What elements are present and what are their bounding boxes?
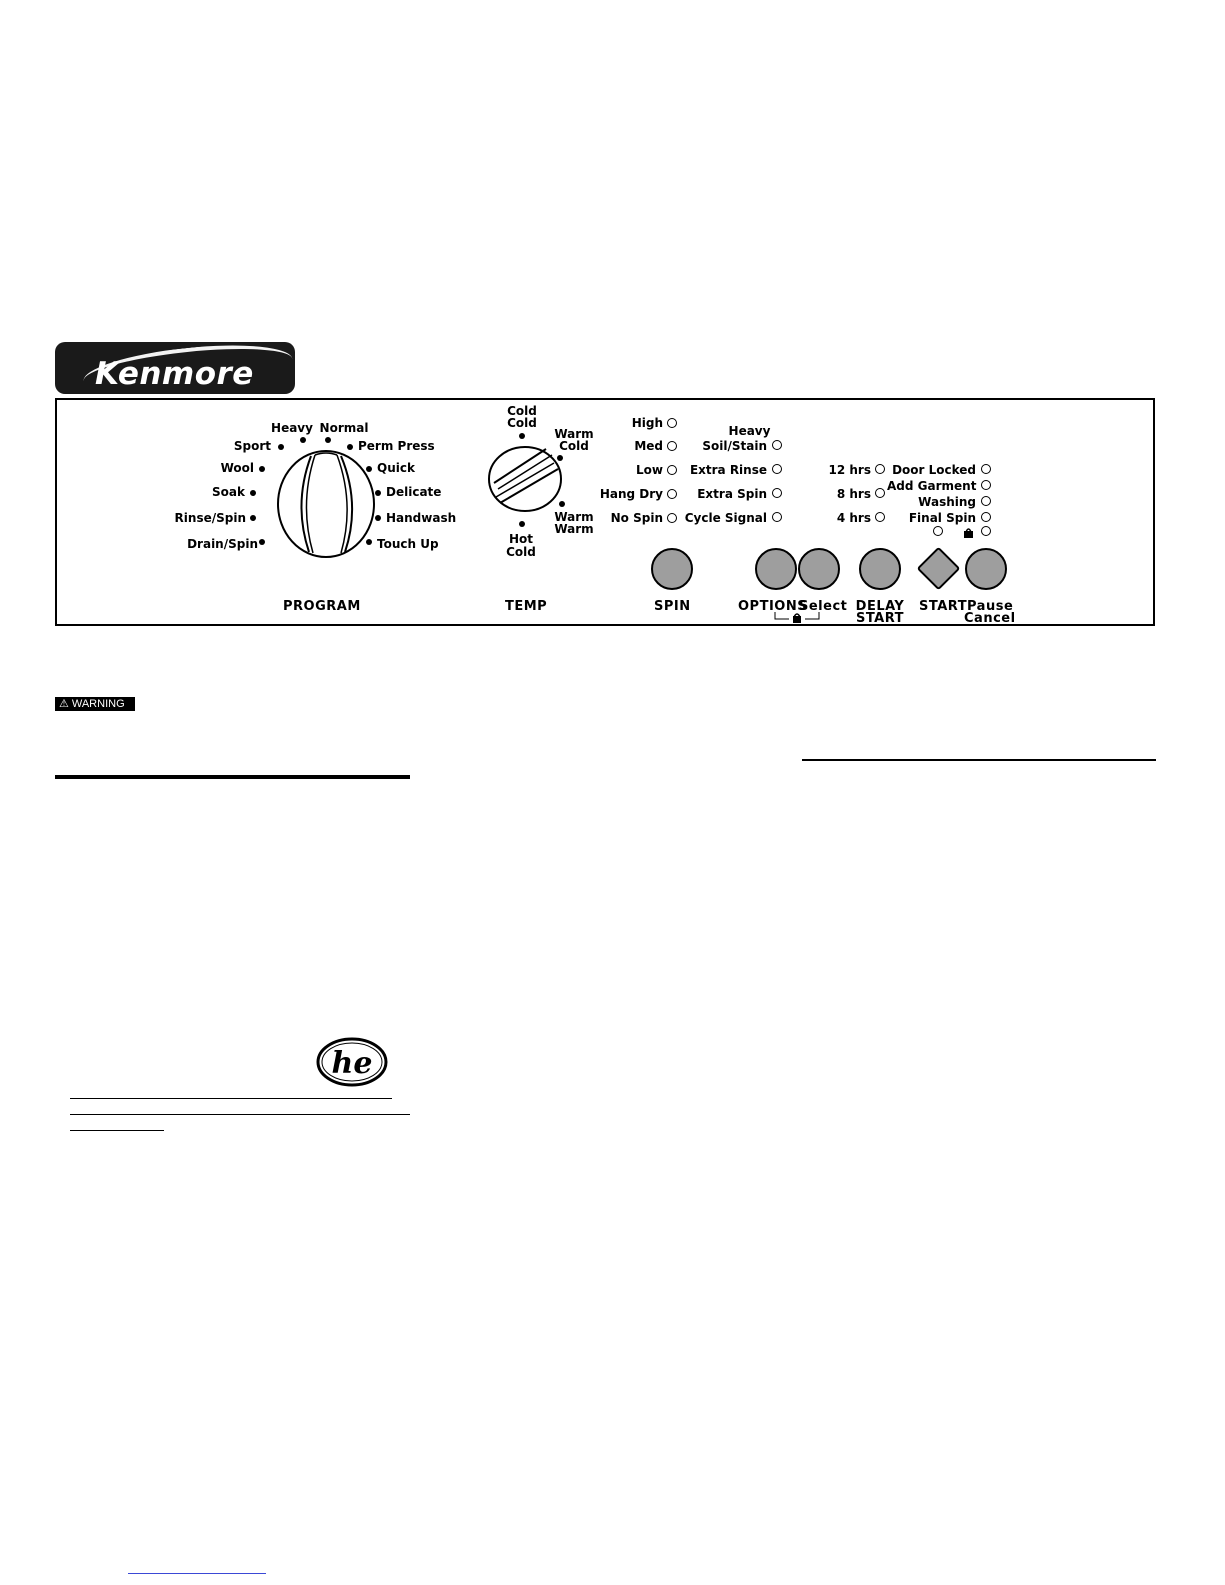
pause-title: Pause (967, 599, 1014, 614)
spin-hang-dry-led (667, 489, 677, 499)
temp-warm-cold-line2: Cold (559, 439, 589, 453)
delay-8hrs-led (875, 488, 885, 498)
program-rinse-spin-label: Rinse/Spin (174, 511, 246, 525)
program-drain-spin-label: Drain/Spin (187, 537, 258, 551)
pause-cancel-button[interactable] (965, 548, 1007, 590)
start-button[interactable] (917, 547, 961, 591)
option-cycle-signal-led (772, 512, 782, 522)
temp-warm-warm-line1: Warm (554, 510, 594, 524)
cancel-title: Cancel (964, 611, 1016, 626)
option-cycle-signal-label: Cycle Signal (684, 511, 767, 525)
status-final-spin-led (981, 512, 991, 522)
program-perm-press-label: Perm Press (358, 439, 435, 453)
program-soak-label: Soak (212, 485, 245, 499)
options-title: OPTIONS (738, 599, 808, 614)
status-door-locked-led (981, 464, 991, 474)
program-handwash-label: Handwash (386, 511, 457, 525)
options-button[interactable] (755, 548, 797, 590)
program-handwash-dot (375, 515, 381, 521)
option-soil-stain-label: Soil/Stain (702, 439, 767, 453)
status-door-locked-label: Door Locked (892, 463, 976, 477)
option-extra-rinse-label: Extra Rinse (689, 463, 767, 477)
program-heavy-label: Heavy (271, 421, 313, 435)
status-add-garment-led (981, 480, 991, 490)
program-title: PROGRAM (283, 599, 361, 614)
program-sport-label: Sport (233, 439, 271, 453)
status-washing-led (981, 496, 991, 506)
temp-warm-cold-dot (557, 455, 563, 461)
program-touch-up-label: Touch Up (377, 537, 439, 551)
pause-indicator-led (981, 526, 991, 536)
option-heavy-label: Heavy (728, 424, 771, 438)
delay-12hrs-label: 12 hrs (828, 463, 871, 477)
spin-low-led (667, 465, 677, 475)
he-underline-2 (70, 1114, 410, 1115)
option-extra-spin-label: Extra Spin (697, 487, 767, 501)
kenmore-logo (55, 342, 295, 394)
program-wool-dot (259, 466, 265, 472)
lock-icon (963, 527, 974, 538)
select-title: Select (799, 599, 848, 614)
program-soak-dot (250, 490, 256, 496)
status-final-spin-label: Final Spin (908, 511, 976, 525)
program-wool-label: Wool (220, 461, 254, 475)
temp-hot-cold-dot (519, 521, 525, 527)
status-washing-label: Washing (918, 495, 976, 509)
temp-dial[interactable] (486, 445, 564, 513)
program-sport-dot (278, 444, 284, 450)
temp-hot-cold-line1: Hot (508, 532, 534, 546)
he-underline-3 (70, 1130, 164, 1131)
control-panel (55, 398, 1155, 626)
spin-high-led (667, 418, 677, 428)
delay-8hrs-label: 8 hrs (836, 487, 871, 501)
option-heavy-soil-led (772, 440, 782, 450)
delay-4hrs-led (875, 512, 885, 522)
warning-badge (55, 697, 135, 711)
temp-warm-cold-line1: Warm (554, 427, 594, 441)
program-dial[interactable] (275, 448, 377, 560)
delay-title-line2: START (855, 611, 905, 626)
program-drain-spin-dot (259, 539, 265, 545)
program-delicate-label: Delicate (386, 485, 442, 499)
spin-low-label: Low (636, 463, 663, 477)
program-perm-press-dot (347, 444, 353, 450)
option-extra-spin-led (772, 488, 782, 498)
temp-cold-cold-line1: Cold (507, 404, 537, 418)
temp-title: TEMP (505, 599, 548, 614)
delay-start-button[interactable] (859, 548, 901, 590)
logo-text: Kenmore (95, 356, 254, 392)
program-touch-up-dot (366, 539, 372, 545)
spin-med-led (667, 441, 677, 451)
warning-label: WARNING (71, 698, 125, 710)
spin-no-spin-label: No Spin (610, 511, 663, 525)
spin-title: SPIN (654, 599, 691, 614)
start-title: START (919, 599, 968, 614)
program-quick-label: Quick (377, 461, 415, 475)
program-delicate-dot (375, 490, 381, 496)
program-normal-dot (325, 437, 331, 443)
program-heavy-dot (300, 437, 306, 443)
temp-warm-warm-line2: Warm (554, 522, 594, 536)
warning-triangle-icon: ⚠ (59, 698, 69, 710)
control-lock-bracket (773, 611, 821, 625)
spin-hang-dry-label: Hang Dry (599, 487, 663, 501)
temp-cold-cold-line2: Cold (507, 416, 537, 430)
temp-warm-warm-dot (559, 501, 565, 507)
option-extra-rinse-led (772, 464, 782, 474)
delay-title-line1: DELAY (855, 599, 905, 614)
delay-12hrs-led (875, 464, 885, 474)
left-section-rule (55, 775, 410, 779)
delay-4hrs-label: 4 hrs (836, 511, 871, 525)
temp-hot-cold-line2: Cold (506, 545, 536, 559)
spin-med-label: Med (634, 439, 663, 453)
he-logo-text: he (331, 1046, 373, 1081)
temp-cold-cold-dot (519, 433, 525, 439)
status-add-garment-label: Add Garment (887, 479, 977, 493)
program-quick-dot (366, 466, 372, 472)
program-normal-label: Normal (319, 421, 369, 435)
start-indicator-led (933, 526, 943, 536)
he-underline-1 (70, 1098, 392, 1099)
he-logo (316, 1037, 388, 1087)
spin-high-label: High (631, 416, 663, 430)
right-section-rule (802, 759, 1156, 761)
spin-button[interactable] (651, 548, 693, 590)
select-button[interactable] (798, 548, 840, 590)
footer-link-underline[interactable] (128, 1573, 266, 1574)
program-rinse-spin-dot (250, 515, 256, 521)
